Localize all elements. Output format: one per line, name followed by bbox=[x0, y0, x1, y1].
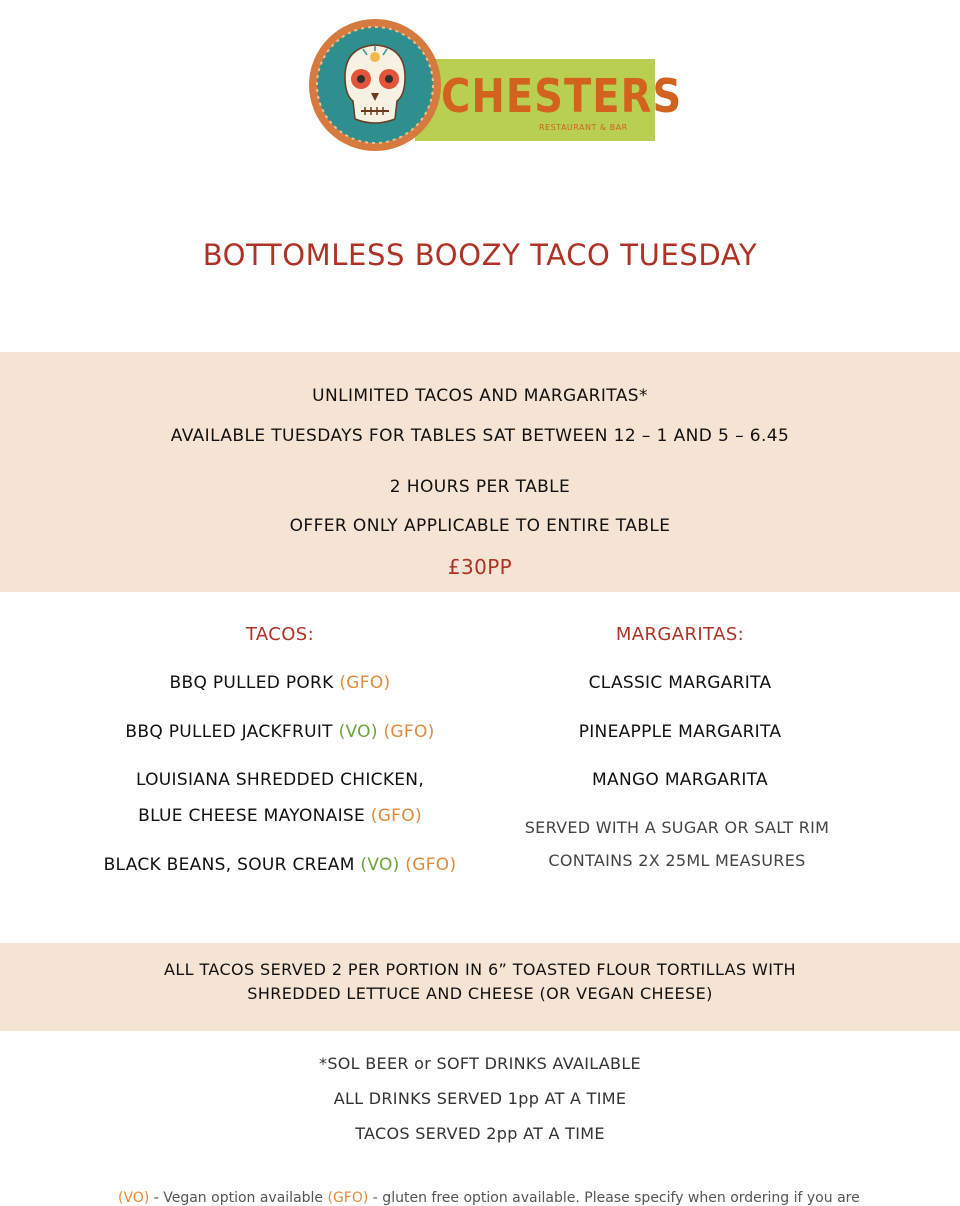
gfo-tag: (GFO) bbox=[383, 722, 435, 742]
margarita-item: CLASSIC MARGARITA bbox=[588, 673, 772, 693]
vo-legend-text: - Vegan option available bbox=[149, 1190, 328, 1206]
dietary-legend bbox=[118, 1190, 858, 1206]
serving-line-1: ALL TACOS SERVED 2 PER PORTION IN 6” TOASTED FLOUR TORTILLAS WITH bbox=[164, 960, 796, 979]
gfo-legend-text: - gluten free option available. Please specify when ordering if you are bbox=[368, 1190, 860, 1206]
offer-price: £30PP bbox=[447, 555, 513, 579]
offer-line-unlimited: UNLIMITED TACOS AND MARGARITAS* bbox=[312, 386, 648, 406]
sugar-skull-icon bbox=[305, 15, 445, 155]
margarita-note-measure: CONTAINS 2X 25ML MEASURES bbox=[548, 851, 806, 870]
margarita-item: MANGO MARGARITA bbox=[592, 770, 768, 790]
footer-tacos-serving: TACOS SERVED 2pp AT A TIME bbox=[355, 1124, 605, 1143]
serving-line-2: SHREDDED LETTUCE AND CHEESE (OR VEGAN CHEESE) bbox=[247, 984, 713, 1003]
chesters-logo bbox=[305, 15, 683, 155]
offer-line-availability: AVAILABLE TUESDAYS FOR TABLES SAT BETWEEN 12 – 1 AND 5 – 6.45 bbox=[170, 426, 790, 446]
taco-name: BBQ PULLED PORK bbox=[169, 673, 334, 693]
margaritas-heading: MARGARITAS: bbox=[615, 624, 745, 645]
vo-tag: (VO) bbox=[360, 855, 400, 875]
gfo-legend-tag: (GFO) bbox=[327, 1190, 369, 1206]
margarita-note-rim: SERVED WITH A SUGAR OR SALT RIM bbox=[524, 818, 830, 837]
taco-name: BBQ PULLED JACKFRUIT bbox=[125, 722, 333, 742]
gfo-tag: (GFO) bbox=[405, 855, 457, 875]
taco-name: BLACK BEANS, SOUR CREAM bbox=[103, 855, 355, 875]
gfo-tag: (GFO) bbox=[370, 806, 422, 826]
gfo-tag: (GFO) bbox=[339, 673, 391, 693]
logo-tagline: RESTAURANT & BAR bbox=[539, 123, 628, 132]
footer-drinks: *SOL BEER or SOFT DRINKS AVAILABLE bbox=[319, 1054, 641, 1073]
margarita-item: PINEAPPLE MARGARITA bbox=[578, 722, 782, 742]
vo-legend-tag: (VO) bbox=[118, 1190, 150, 1206]
logo-name: CHESTERS bbox=[441, 70, 683, 124]
taco-name: BLUE CHEESE MAYONAISE bbox=[138, 806, 366, 826]
offer-line-table: OFFER ONLY APPLICABLE TO ENTIRE TABLE bbox=[289, 516, 671, 536]
tacos-heading: TACOS: bbox=[245, 624, 315, 645]
offer-line-duration: 2 HOURS PER TABLE bbox=[389, 477, 571, 497]
taco-name: LOUISIANA SHREDDED CHICKEN, bbox=[135, 770, 425, 790]
page-title: BOTTOMLESS BOOZY TACO TUESDAY bbox=[202, 238, 758, 272]
footer-drinks-serving: ALL DRINKS SERVED 1pp AT A TIME bbox=[333, 1089, 627, 1108]
vo-tag: (VO) bbox=[338, 722, 378, 742]
